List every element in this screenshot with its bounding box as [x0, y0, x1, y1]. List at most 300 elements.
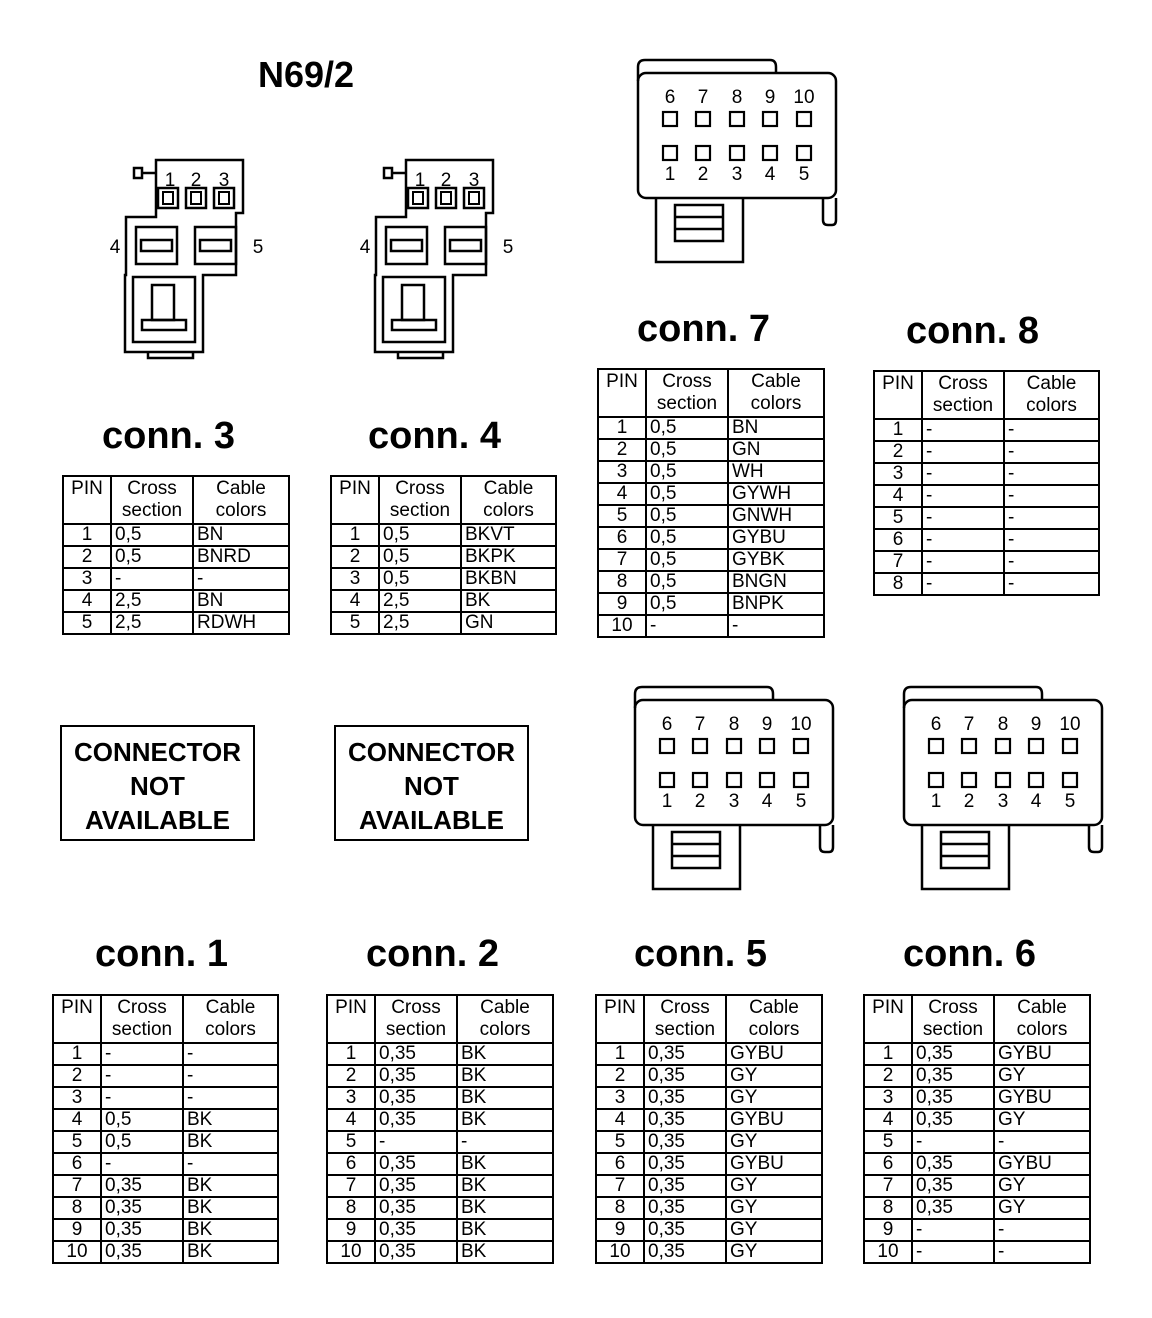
cable-color-cell: - — [1004, 551, 1099, 573]
pin-number-label: 7 — [694, 714, 706, 735]
table-row — [598, 571, 824, 593]
table-row — [53, 1175, 278, 1197]
cable-color-cell: GN — [728, 439, 824, 461]
cable-color-cell: - — [1004, 441, 1099, 463]
pin-cell: 1 — [874, 419, 922, 441]
cable-word: Cable — [1017, 997, 1067, 1018]
cable-color-cell: WH — [728, 461, 824, 483]
table-row — [596, 1131, 822, 1153]
cross-word: Cross — [391, 997, 441, 1018]
pin-number-label: 1 — [164, 170, 176, 191]
table-row — [874, 419, 1099, 441]
pin-number-label: 2 — [963, 791, 975, 812]
table-row — [598, 593, 824, 615]
cable-colors-header — [1004, 371, 1099, 419]
connector-outline — [638, 60, 776, 81]
table-header-row — [63, 476, 289, 524]
latch — [133, 277, 195, 342]
pin-header: PIN — [53, 995, 101, 1043]
pin-number-label: 7 — [697, 87, 709, 108]
pin-cell: 7 — [874, 551, 922, 573]
table-row — [864, 1219, 1090, 1241]
pin-number-label: 1 — [930, 791, 942, 812]
cable-word: Cable — [751, 371, 801, 392]
cross-section-cell: 0,35 — [912, 1153, 994, 1175]
pin-number-label: 8 — [997, 714, 1009, 735]
pin-socket — [763, 146, 777, 160]
pin-number-label: 4 — [764, 164, 776, 185]
table-row — [596, 1043, 822, 1065]
colors-word: colors — [750, 393, 802, 414]
pin-cell: 5 — [53, 1131, 101, 1153]
pin-number-label: 4 — [109, 237, 121, 258]
na-line2: NOT — [130, 771, 185, 801]
cable-color-cell: BK — [457, 1175, 553, 1197]
table-row — [864, 1153, 1090, 1175]
table-header-row — [53, 995, 278, 1043]
cross-section-cell: 0,35 — [644, 1087, 726, 1109]
table-row — [327, 1219, 553, 1241]
cross-section-cell: 0,35 — [375, 1065, 457, 1087]
pin-socket — [693, 773, 707, 787]
cross-section-cell: 0,35 — [375, 1087, 457, 1109]
cross-section-cell: 0,35 — [101, 1219, 183, 1241]
pin-socket — [663, 112, 677, 126]
cable-color-cell: BK — [457, 1153, 553, 1175]
cross-section-cell: 0,35 — [644, 1241, 726, 1263]
cable-color-cell: GY — [726, 1197, 822, 1219]
pin-cell: 5 — [327, 1131, 375, 1153]
table-row — [53, 1131, 278, 1153]
pin-cell: 6 — [874, 529, 922, 551]
pin-number-label: 5 — [795, 791, 807, 812]
cross-section-cell: - — [912, 1241, 994, 1263]
cross-section-cell: 0,5 — [646, 439, 728, 461]
pin-number-label: 4 — [359, 237, 371, 258]
pin-cell: 2 — [53, 1065, 101, 1087]
cross-section-header — [644, 995, 726, 1043]
cross-section-cell: 0,5 — [646, 527, 728, 549]
pin-cell: 3 — [327, 1087, 375, 1109]
pin-cell: 10 — [327, 1241, 375, 1263]
pin-number-label: 2 — [440, 170, 452, 191]
pin-number-label: 9 — [764, 87, 776, 108]
pin-number-label: 8 — [731, 87, 743, 108]
pin-number-label: 2 — [694, 791, 706, 812]
cross-section-header — [646, 369, 728, 417]
conn2-title: conn. 2 — [366, 933, 500, 975]
cable-color-cell: - — [1004, 507, 1099, 529]
cross-section-cell: - — [101, 1153, 183, 1175]
pin-cell: 2 — [874, 441, 922, 463]
pin-cell: 6 — [598, 527, 646, 549]
cable-color-cell: - — [1004, 485, 1099, 507]
pin-cell: 7 — [864, 1175, 912, 1197]
pin-number-label: 5 — [1064, 791, 1076, 812]
pin-cell: 6 — [864, 1153, 912, 1175]
cross-section-cell: 0,5 — [646, 505, 728, 527]
cross-section-cell: 0,5 — [646, 571, 728, 593]
pin-cell: 4 — [874, 485, 922, 507]
cable-colors-header — [728, 369, 824, 417]
pin-socket — [760, 773, 774, 787]
cross-section-cell: 0,35 — [101, 1241, 183, 1263]
cable-color-cell: - — [457, 1131, 553, 1153]
connector-5-drawing — [627, 682, 842, 897]
table-row — [53, 1043, 278, 1065]
cross-section-cell: 0,35 — [375, 1219, 457, 1241]
conn5-pin-table — [595, 994, 823, 1264]
cable-color-cell: BNRD — [193, 546, 289, 568]
pin-socket — [797, 112, 811, 126]
table-row — [598, 483, 824, 505]
pin-cell: 8 — [327, 1197, 375, 1219]
table-row — [596, 1087, 822, 1109]
pin-socket — [763, 112, 777, 126]
cross-section-cell: 0,35 — [912, 1043, 994, 1065]
cross-section-header — [922, 371, 1004, 419]
pin-number-label: 6 — [661, 714, 673, 735]
colors-word: colors — [748, 1019, 800, 1040]
conn7-title: conn. 7 — [637, 308, 771, 350]
pin-cell: 7 — [327, 1175, 375, 1197]
pin-socket — [693, 739, 707, 753]
pin-cell: 5 — [864, 1131, 912, 1153]
cable-color-cell: - — [994, 1131, 1090, 1153]
table-header-row — [327, 995, 553, 1043]
cross-section-cell: 0,35 — [912, 1197, 994, 1219]
pin-number-label: 6 — [930, 714, 942, 735]
colors-word: colors — [215, 500, 267, 521]
cable-color-cell: BK — [461, 590, 556, 612]
pin-cell: 2 — [327, 1065, 375, 1087]
pin-number-label: 1 — [661, 791, 673, 812]
pin-number-label: 8 — [728, 714, 740, 735]
cross-section-cell: 0,35 — [375, 1153, 457, 1175]
cross-section-cell: 0,35 — [912, 1175, 994, 1197]
pin-socket — [929, 739, 943, 753]
cross-section-cell: 0,35 — [912, 1065, 994, 1087]
colors-word: colors — [483, 500, 534, 521]
cable-color-cell: GY — [726, 1175, 822, 1197]
cable-color-cell: BK — [457, 1065, 553, 1087]
pin-cell: 10 — [598, 615, 646, 637]
pin-header: PIN — [874, 371, 922, 419]
cross-section-cell: - — [646, 615, 728, 637]
cable-color-cell: GYBU — [726, 1153, 822, 1175]
pin-cell: 6 — [327, 1153, 375, 1175]
table-row — [53, 1109, 278, 1131]
cross-section-cell: 0,35 — [644, 1175, 726, 1197]
cross-section-header — [101, 995, 183, 1043]
cross-section-cell: - — [922, 551, 1004, 573]
table-header-row — [864, 995, 1090, 1043]
cross-section-header — [375, 995, 457, 1043]
cross-section-cell: - — [922, 507, 1004, 529]
cross-section-cell: - — [101, 1065, 183, 1087]
pin-socket — [929, 773, 943, 787]
cable-color-cell: BN — [193, 524, 289, 546]
cable-color-cell: - — [1004, 463, 1099, 485]
table-row — [598, 505, 824, 527]
cross-section-cell: 0,5 — [379, 524, 461, 546]
cross-section-cell: 0,35 — [644, 1065, 726, 1087]
cable-color-cell: GY — [726, 1131, 822, 1153]
cable-color-cell: GN — [461, 612, 556, 634]
pin-cell: 8 — [864, 1197, 912, 1219]
connector-not-available-2 — [334, 725, 529, 841]
cable-color-cell: RDWH — [193, 612, 289, 634]
cross-section-header — [111, 476, 193, 524]
pin-cell: 8 — [53, 1197, 101, 1219]
table-row — [864, 1109, 1090, 1131]
cable-color-cell: BK — [457, 1241, 553, 1263]
pin-cell: 3 — [864, 1087, 912, 1109]
pin-cell: 6 — [53, 1153, 101, 1175]
cable-color-cell: GNWH — [728, 505, 824, 527]
cable-color-cell: BKVT — [461, 524, 556, 546]
pin-cell: 9 — [327, 1219, 375, 1241]
conn6-title: conn. 6 — [903, 933, 1037, 975]
cable-color-cell: GY — [994, 1065, 1090, 1087]
table-row — [53, 1087, 278, 1109]
pin-cell: 10 — [864, 1241, 912, 1263]
cable-word: Cable — [480, 997, 530, 1018]
cross-section-cell: 0,5 — [111, 546, 193, 568]
cross-section-cell: 0,35 — [101, 1175, 183, 1197]
colors-word: colors — [1016, 1019, 1068, 1040]
cross-section-cell: 0,35 — [644, 1219, 726, 1241]
table-row — [864, 1131, 1090, 1153]
table-row — [864, 1043, 1090, 1065]
table-row — [331, 612, 556, 634]
pin-number-label: 6 — [664, 87, 676, 108]
cable-word: Cable — [216, 478, 266, 499]
cable-color-cell: BK — [183, 1109, 278, 1131]
cable-color-cell: BK — [457, 1043, 553, 1065]
cable-color-cell: - — [994, 1219, 1090, 1241]
pin-cell: 4 — [331, 590, 379, 612]
pin-socket — [727, 773, 741, 787]
table-row — [63, 568, 289, 590]
cross-section-cell: - — [922, 463, 1004, 485]
table-row — [327, 1087, 553, 1109]
table-row — [596, 1197, 822, 1219]
connector-6-drawing — [896, 682, 1111, 897]
cable-color-cell: GYBU — [726, 1109, 822, 1131]
cross-section-cell: 0,5 — [646, 549, 728, 571]
cable-color-cell: GY — [726, 1219, 822, 1241]
conn6-pin-table — [863, 994, 1091, 1264]
cross-word: Cross — [928, 997, 978, 1018]
cross-section-header — [912, 995, 994, 1043]
pin-cell: 10 — [596, 1241, 644, 1263]
table-row — [331, 524, 556, 546]
pin-cell: 4 — [63, 590, 111, 612]
cable-color-cell: GY — [994, 1175, 1090, 1197]
cable-colors-header — [726, 995, 822, 1043]
table-header-row — [331, 476, 556, 524]
conn1-title: conn. 1 — [95, 933, 229, 975]
cable-colors-header — [461, 476, 556, 524]
table-row — [596, 1219, 822, 1241]
table-row — [864, 1087, 1090, 1109]
cross-word: Cross — [662, 371, 712, 392]
pin-cell: 5 — [331, 612, 379, 634]
cable-color-cell: BKPK — [461, 546, 556, 568]
pin-header: PIN — [598, 369, 646, 417]
table-row — [53, 1197, 278, 1219]
connector-tab — [384, 168, 392, 178]
cable-color-cell: - — [183, 1043, 278, 1065]
pin-cell: 2 — [63, 546, 111, 568]
table-row — [596, 1241, 822, 1263]
cross-section-cell: - — [375, 1131, 457, 1153]
pin-cell: 9 — [596, 1219, 644, 1241]
pin-cell: 1 — [596, 1043, 644, 1065]
cable-color-cell: - — [1004, 419, 1099, 441]
cable-color-cell: GY — [726, 1087, 822, 1109]
pin-cell: 4 — [598, 483, 646, 505]
cross-section-cell: - — [101, 1043, 183, 1065]
cable-colors-header — [994, 995, 1090, 1043]
cable-color-cell: BK — [183, 1175, 278, 1197]
table-header-row — [874, 371, 1099, 419]
pin-header: PIN — [63, 476, 111, 524]
pin-cell: 4 — [327, 1109, 375, 1131]
pin-socket — [794, 773, 808, 787]
cross-section-cell: - — [912, 1131, 994, 1153]
cross-section-cell: - — [922, 529, 1004, 551]
cable-color-cell: BK — [457, 1197, 553, 1219]
cable-color-cell: BNPK — [728, 593, 824, 615]
cross-section-cell: 0,35 — [912, 1109, 994, 1131]
section-word: section — [111, 1019, 173, 1040]
pin-socket — [1029, 773, 1043, 787]
table-row — [874, 441, 1099, 463]
pin-number-label: 10 — [1059, 714, 1081, 735]
table-row — [327, 1197, 553, 1219]
cross-section-cell: 0,5 — [646, 417, 728, 439]
table-row — [598, 615, 824, 637]
pin-cell: 3 — [596, 1087, 644, 1109]
cross-word: Cross — [127, 478, 177, 499]
conn2-pin-table — [326, 994, 554, 1264]
cross-section-cell: 0,35 — [375, 1197, 457, 1219]
cross-section-cell: - — [922, 441, 1004, 463]
cable-color-cell: GY — [994, 1197, 1090, 1219]
table-row — [864, 1175, 1090, 1197]
cable-color-cell: BK — [183, 1219, 278, 1241]
cross-section-cell: 0,35 — [375, 1241, 457, 1263]
conn8-title: conn. 8 — [906, 310, 1040, 352]
pin-socket — [794, 739, 808, 753]
pin-cell: 4 — [596, 1109, 644, 1131]
conn4-title: conn. 4 — [368, 415, 502, 457]
table-row — [327, 1043, 553, 1065]
pin-cell: 3 — [331, 568, 379, 590]
cable-colors-header — [183, 995, 278, 1043]
connector-3-drawing — [108, 155, 268, 360]
pin-number-label: 1 — [414, 170, 426, 191]
pin-cell: 3 — [63, 568, 111, 590]
cross-section-cell: 0,5 — [379, 546, 461, 568]
pin-cell: 9 — [598, 593, 646, 615]
cable-color-cell: GYWH — [728, 483, 824, 505]
pin-cell: 1 — [331, 524, 379, 546]
cable-color-cell: BK — [457, 1109, 553, 1131]
pin-cell: 7 — [53, 1175, 101, 1197]
cable-color-cell: BK — [457, 1219, 553, 1241]
cable-color-cell: - — [183, 1153, 278, 1175]
conn3-pin-table — [62, 475, 290, 635]
connector-4-drawing — [358, 155, 518, 360]
table-row — [874, 485, 1099, 507]
cross-word: Cross — [117, 997, 167, 1018]
table-row — [327, 1241, 553, 1263]
cross-section-cell: 0,35 — [644, 1109, 726, 1131]
connector-tab — [134, 168, 142, 178]
cable-color-cell: BKBN — [461, 568, 556, 590]
pin-cell: 1 — [327, 1043, 375, 1065]
table-row — [874, 507, 1099, 529]
table-row — [598, 439, 824, 461]
section-word: section — [654, 1019, 716, 1040]
cross-section-cell: - — [101, 1087, 183, 1109]
cross-section-cell: 0,5 — [646, 593, 728, 615]
cable-color-cell: - — [183, 1065, 278, 1087]
na-line1: CONNECTOR — [347, 737, 516, 767]
cross-section-cell: - — [111, 568, 193, 590]
pin-number-label: 3 — [997, 791, 1009, 812]
section-word: section — [656, 393, 718, 414]
cross-section-cell: 0,35 — [375, 1175, 457, 1197]
cable-color-cell: BK — [457, 1087, 553, 1109]
conn4-pin-table — [330, 475, 557, 635]
cable-word: Cable — [749, 997, 799, 1018]
pin-cell: 2 — [331, 546, 379, 568]
cross-section-cell: 0,5 — [379, 568, 461, 590]
pin-cell: 6 — [596, 1153, 644, 1175]
pin-cell: 1 — [63, 524, 111, 546]
pin-cell: 4 — [864, 1109, 912, 1131]
cable-color-cell: GYBU — [994, 1087, 1090, 1109]
table-row — [596, 1153, 822, 1175]
table-row — [53, 1219, 278, 1241]
table-row — [53, 1065, 278, 1087]
cross-section-cell: - — [912, 1219, 994, 1241]
pin-socket — [730, 146, 744, 160]
pin-cell: 3 — [598, 461, 646, 483]
conn3-title: conn. 3 — [102, 415, 236, 457]
na-line3: AVAILABLE — [85, 805, 230, 835]
cable-color-cell: GYBU — [726, 1043, 822, 1065]
pin-cell: 7 — [596, 1175, 644, 1197]
table-row — [598, 417, 824, 439]
na-line3: AVAILABLE — [359, 805, 504, 835]
pin-socket — [996, 773, 1010, 787]
pin-socket — [1063, 739, 1077, 753]
pin-socket — [730, 112, 744, 126]
conn1-pin-table — [52, 994, 279, 1264]
pin-cell: 4 — [53, 1109, 101, 1131]
pin-number-label: 10 — [790, 714, 812, 735]
pin-number-label: 3 — [731, 164, 743, 185]
pin-number-label: 3 — [468, 170, 480, 191]
cross-section-cell: 0,35 — [644, 1197, 726, 1219]
pin-socket — [760, 739, 774, 753]
pin-header: PIN — [864, 995, 912, 1043]
